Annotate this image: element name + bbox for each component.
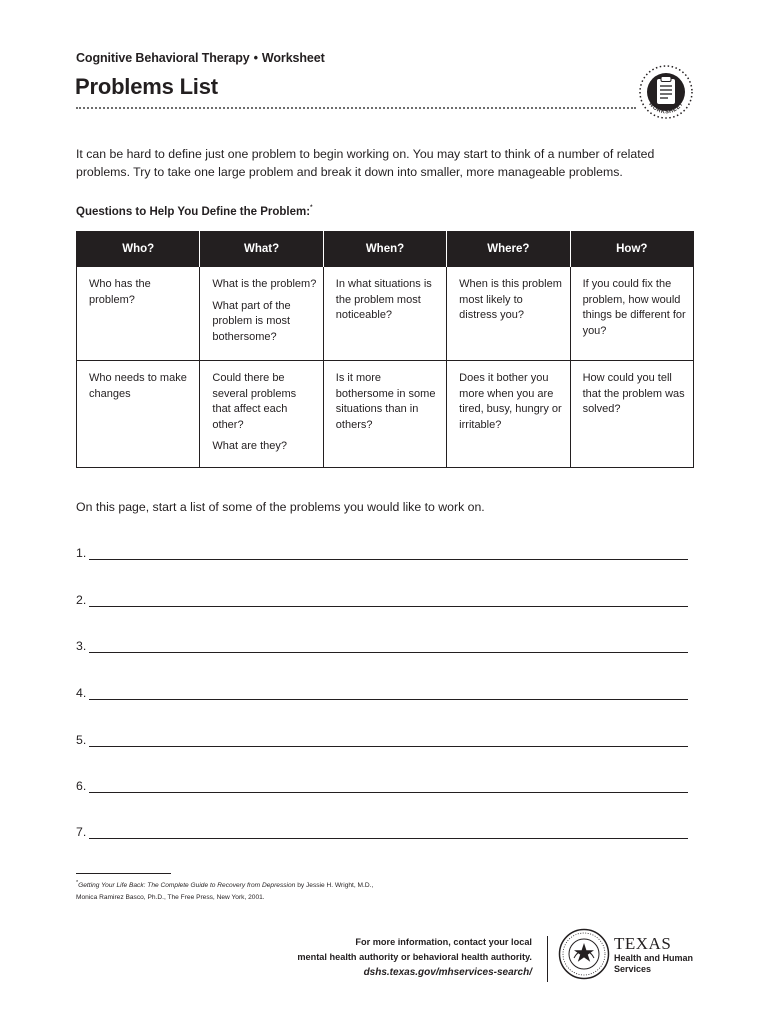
cell-text: In what situations is the problem most noticeable? — [335, 278, 432, 321]
column-header-how: How? — [570, 232, 693, 267]
org-state: TEXAS — [614, 934, 672, 953]
contact-line: mental health authority or behavioral health authority. — [297, 952, 532, 962]
cell-text: Who needs to make changes — [89, 372, 187, 400]
column-header-who: Who? — [77, 232, 200, 267]
book-authors: by Jessie H. Wright, M.D., — [295, 882, 374, 890]
footnote — [76, 878, 436, 903]
footer-divider — [547, 936, 548, 982]
table-header-row — [77, 232, 694, 267]
badge-text: WORKSHEET — [647, 101, 685, 116]
column-header-where: Where? — [447, 232, 570, 267]
column-header-what: What? — [200, 232, 323, 267]
footnote-divider — [76, 873, 171, 874]
problem-line-4[interactable] — [76, 686, 688, 700]
intro-line: problems. Try to take one large problem and break it down into smaller, more manageable problems. — [76, 165, 623, 179]
line-number: 6. — [76, 779, 87, 793]
contact-info — [268, 935, 532, 980]
problem-line-6[interactable] — [76, 779, 688, 793]
footnote-line-1 — [76, 878, 436, 892]
category-label: Cognitive Behavioral Therapy — [76, 51, 250, 65]
table-cell-where — [447, 267, 570, 361]
cell-text: How could you tell that the problem was solved? — [582, 372, 685, 415]
cell-text: What is the problem? — [212, 278, 317, 290]
cell-text: Who has the problem? — [89, 278, 151, 306]
table-cell-what — [200, 267, 323, 361]
page-title: Problems List — [75, 74, 218, 99]
write-in-blank[interactable] — [89, 699, 688, 700]
table-row — [77, 267, 694, 361]
line-number: 1. — [76, 546, 87, 560]
footnote-mark: * — [310, 205, 313, 211]
cell-text: Does it bother you more when you are tired, busy, hungry or irritable? — [459, 372, 562, 431]
line-number: 2. — [76, 593, 87, 607]
table-cell-who — [77, 361, 200, 468]
intro-line: It can be hard to define just one problem to begin working on. You may start to think of a number of related — [76, 147, 655, 161]
write-in-blank[interactable] — [89, 746, 688, 747]
cell-text: What part of the problem is most bothersome? — [212, 299, 291, 343]
problem-line-7[interactable] — [76, 825, 688, 839]
contact-line: For more information, contact your local — [355, 937, 532, 947]
table-cell-when — [323, 267, 446, 361]
write-in-blank[interactable] — [89, 838, 688, 839]
footnote-line-2: Monica Ramirez Basco, Ph.D., The Free Press, New York, 2001. — [76, 893, 265, 901]
questions-heading — [76, 205, 312, 218]
worksheet-clipboard-icon — [638, 64, 694, 120]
table-cell-when — [323, 361, 446, 468]
questions-heading-text: Questions to Help You Define the Problem: — [76, 206, 311, 218]
problem-line-1[interactable] — [76, 546, 688, 560]
table-row — [77, 361, 694, 468]
table-cell-how — [570, 361, 693, 468]
list-instructions: On this page, start a list of some of the problems you would like to work on. — [76, 500, 485, 514]
line-number: 7. — [76, 825, 87, 839]
cell-text: Is it more bothersome in some situations than in others? — [335, 372, 436, 431]
book-title: Getting Your Life Back: The Complete Guide to Recovery from Depression — [78, 882, 296, 890]
doc-type-label: Worksheet — [261, 51, 325, 65]
table-cell-who — [77, 267, 200, 361]
table-cell-what — [200, 361, 323, 468]
line-number: 4. — [76, 686, 87, 700]
org-name-line: Health and Human — [614, 953, 694, 963]
table-cell-where — [447, 361, 570, 468]
cell-text: What are they? — [212, 440, 287, 452]
texas-seal-icon — [558, 928, 610, 980]
table-cell-how — [570, 267, 693, 361]
intro-paragraph — [76, 145, 676, 181]
write-in-blank[interactable] — [89, 606, 688, 607]
write-in-blank[interactable] — [89, 792, 688, 793]
document-category — [76, 51, 325, 65]
org-name-line: Services — [614, 964, 652, 974]
hhs-logo-text — [614, 935, 693, 975]
cell-text: If you could fix the problem, how would things be different for you? — [582, 278, 686, 337]
footnote-mark: * — [76, 880, 79, 886]
line-number: 3. — [76, 639, 87, 653]
separator-dot: • — [253, 51, 258, 65]
column-header-when: When? — [323, 232, 446, 267]
cell-text: When is this problem most likely to distress you? — [459, 278, 562, 321]
write-in-blank[interactable] — [89, 559, 688, 560]
problem-line-5[interactable] — [76, 733, 688, 747]
line-number: 5. — [76, 733, 87, 747]
write-in-blank[interactable] — [89, 652, 688, 653]
title-divider — [76, 107, 636, 109]
questions-table — [76, 231, 694, 468]
problem-line-2[interactable] — [76, 593, 688, 607]
cell-text: Could there be several problems that affect each other? — [212, 372, 297, 431]
problem-line-3[interactable] — [76, 639, 688, 653]
services-search-link[interactable]: dshs.texas.gov/mhservices-search/ — [363, 967, 532, 978]
